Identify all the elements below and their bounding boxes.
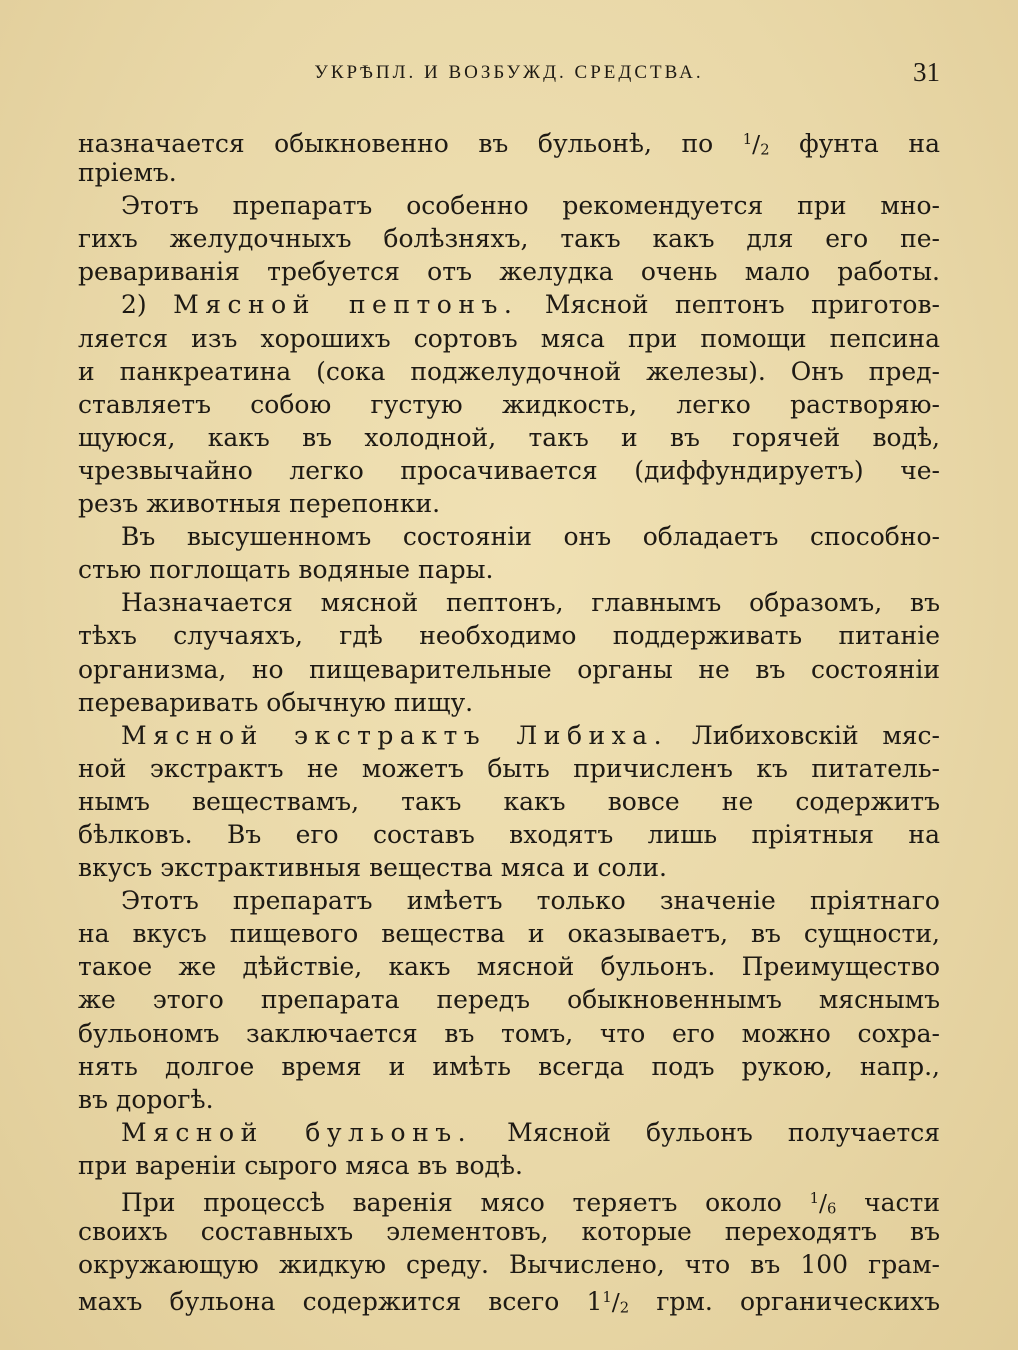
paragraph-start-line: Этотъ препаратъ имѣетъ только значеніе пріятнаго <box>121 886 940 916</box>
paragraph-start-line: Назначается мясной пептонъ, главнымъ образомъ, въ <box>121 588 940 618</box>
text-line: же этого препарата передъ обыкновеннымъ мяснымъ <box>78 985 940 1015</box>
text-line: на вкусъ пищевого вещества и оказываетъ, въ сущности, <box>78 919 940 949</box>
fraction: $^1/_2$ <box>742 130 770 159</box>
paragraph-start-line <box>78 1116 940 1149</box>
fraction-denominator: 2 <box>619 1299 630 1317</box>
fraction-numerator: 1 <box>742 131 753 148</box>
text-line: гихъ желудочныхъ болѣзняхъ, такъ какъ для его пе- <box>78 224 940 254</box>
text-line: нять долгое время и имѣть всегда подъ рукою, напр., <box>78 1051 940 1081</box>
text-line: чрезвычайно легко просачивается (диффундируетъ) че- <box>78 455 940 485</box>
text-line: организма, но пищеварительные органы не въ состояніи <box>78 654 940 684</box>
text-line: нымъ веществамъ, такъ какъ вовсе не содержитъ <box>78 786 940 816</box>
text-line: резъ животныя перепонки. <box>78 489 441 519</box>
paragraph-start-line: Въ высушенномъ состояніи онъ обладаетъ способно- <box>121 522 940 552</box>
text-line: окружающую жидкую среду. Вычислено, что въ 100 грам- <box>78 1250 940 1280</box>
fraction: $^1/_6$ <box>809 1189 837 1218</box>
fraction: $^1/_2$ <box>602 1288 630 1317</box>
text-segment: Мясной бульонъ получается <box>507 1117 940 1147</box>
paragraph-start-line <box>78 719 940 752</box>
text-segment: махъ бульона содержится всего 1 <box>78 1287 603 1317</box>
text-segment: Мясной пептонъ приготов- <box>544 290 940 320</box>
text-segment: грм. органическихъ <box>656 1287 940 1317</box>
running-title: УКРѢПЛ. И ВОЗБУЖД. СРЕДСТВА. <box>314 62 704 83</box>
fraction-numerator: 1 <box>809 1190 819 1207</box>
text-segment: При процессѣ варенія мясо теряетъ около <box>121 1188 782 1218</box>
body-text <box>78 123 940 1317</box>
text-line: и панкреатина (сока поджелудочной железы). Онъ пред- <box>78 356 940 386</box>
text-line: бульономъ заключается въ томъ, что его можно сохра- <box>78 1018 940 1048</box>
paragraph-start-line <box>78 288 940 321</box>
text-line: тѣхъ случаяхъ, гдѣ необходимо поддерживать питаніе <box>78 621 940 651</box>
section-heading: Мясной экстрактъ Либиха. <box>121 720 669 750</box>
page-number: 31 <box>913 57 940 87</box>
text-line: ляется изъ хорошихъ сортовъ мяса при помощи пепсина <box>78 323 940 353</box>
fraction-numerator: 1 <box>602 1289 612 1307</box>
text-line: своихъ составныхъ элементовъ, которые переходятъ въ <box>78 1217 940 1247</box>
paragraph-start-line: Этотъ препаратъ особенно рекомендуется при мно- <box>121 191 940 221</box>
fraction-denominator: 2 <box>760 141 770 159</box>
text-line: такое же дѣйствіе, какъ мясной бульонъ. Преимущество <box>78 952 940 982</box>
section-heading: Мясной пептонъ. <box>173 290 519 320</box>
text-segment: Либиховскій мяс- <box>691 720 940 750</box>
text-line: въ дорогѣ. <box>78 1084 214 1114</box>
text-segment: назначается обыкновенно въ бульонѣ, по <box>78 129 714 159</box>
text-line: ставляетъ собою густую жидкость, легко растворяю- <box>78 389 940 419</box>
list-number: 2) <box>121 290 147 320</box>
text-segment: фунта на <box>799 129 940 159</box>
text-line: ревариванія требуется отъ желудка очень мало работы. <box>78 257 940 287</box>
text-line <box>78 123 940 159</box>
running-head <box>78 57 940 90</box>
text-line: бѣлковъ. Въ его составъ входятъ лишь пріятныя на <box>78 819 940 849</box>
text-segment: части <box>864 1188 940 1218</box>
text-line: пріемъ. <box>78 158 177 188</box>
text-line: стью поглощать водяные пары. <box>78 555 494 585</box>
text-line: ной экстрактъ не можетъ быть причисленъ къ питатель- <box>78 753 940 783</box>
text-line: щуюся, какъ въ холодной, такъ и въ горячей водѣ, <box>78 422 940 452</box>
text-line <box>78 1281 940 1317</box>
text-line: вкусъ экстрактивныя вещества мяса и соли. <box>78 853 667 883</box>
fraction-denominator: 6 <box>826 1200 837 1218</box>
text-line: при вареніи сырого мяса въ водѣ. <box>78 1150 523 1180</box>
paragraph-start-line <box>78 1182 940 1218</box>
text-line: переваривать обычную пищу. <box>78 687 474 717</box>
section-heading: Мясной бульонъ. <box>121 1117 473 1147</box>
